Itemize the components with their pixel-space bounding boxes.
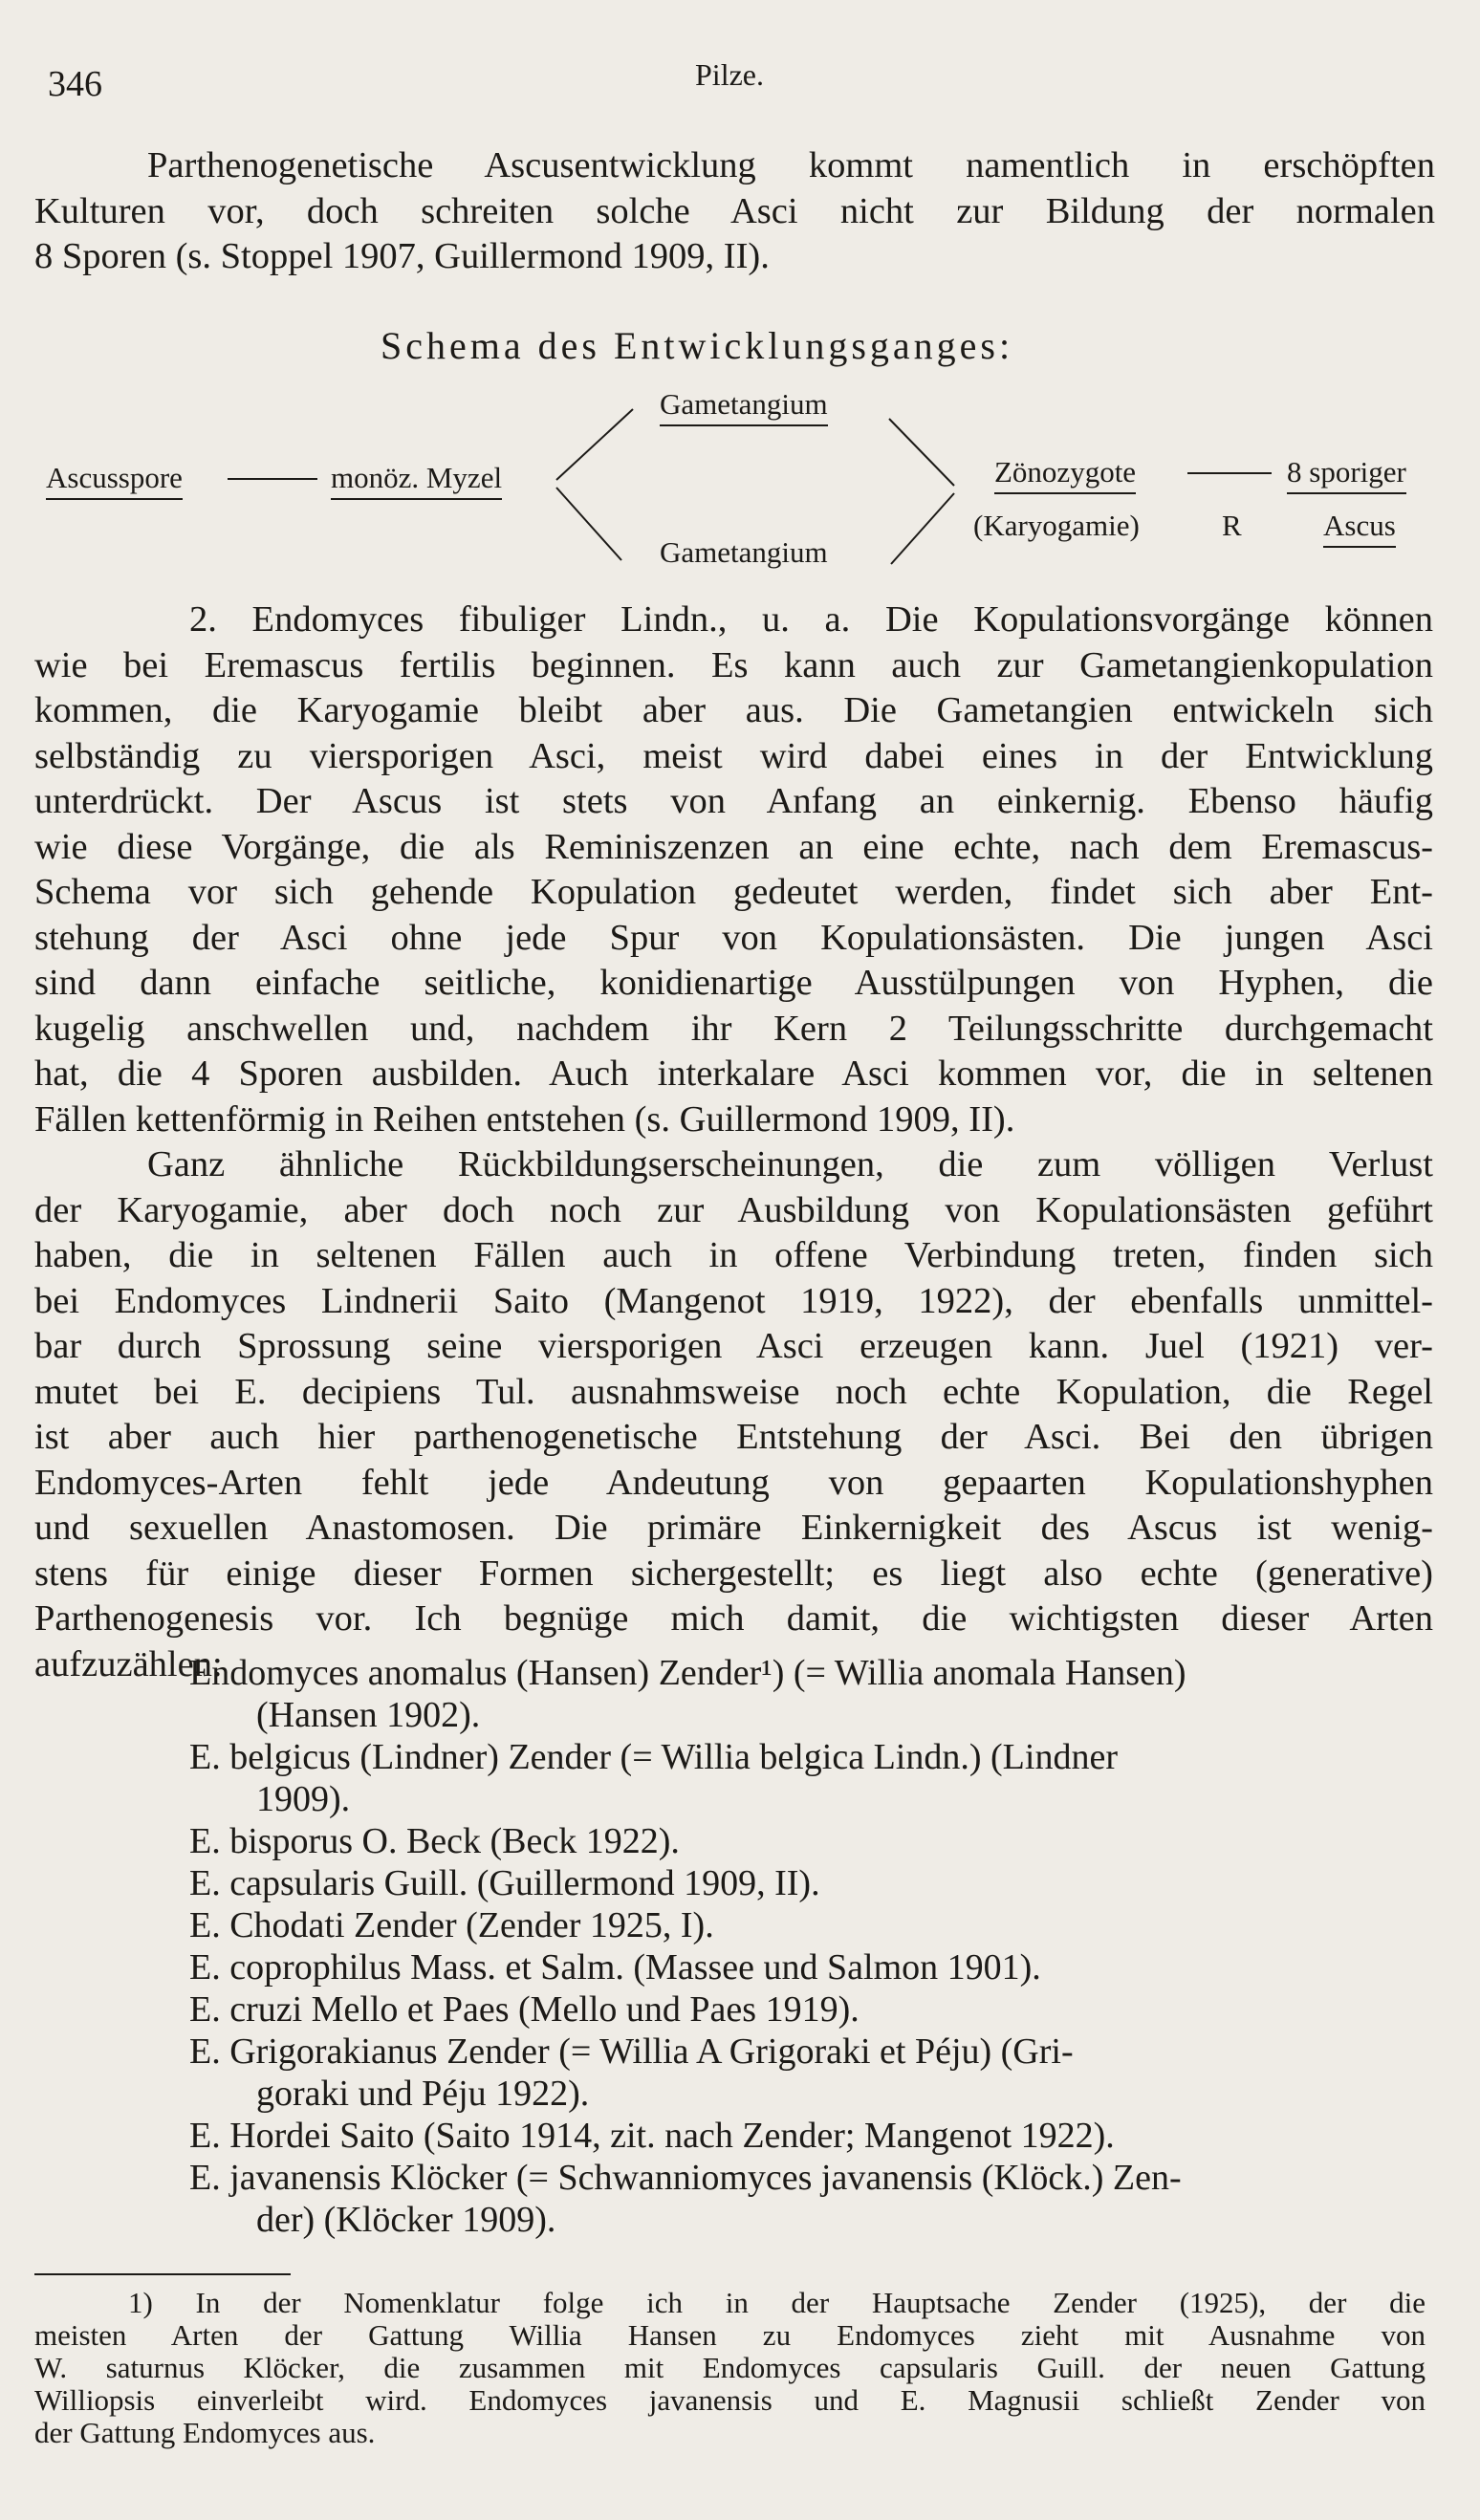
schema-myzel: monöz. Myzel xyxy=(331,461,502,500)
body-line: stens für einige dieser Formen sichergestellt; es liegt also echte (generative) xyxy=(34,1553,1433,1594)
species-entry-cont: (Hansen 1902). xyxy=(256,1695,481,1735)
schema-title: Schema des Entwicklungsganges: xyxy=(381,324,1014,367)
body-line: Endomyces-Arten fehlt jede Andeutung von gepaarten Kopulationshyphen xyxy=(34,1462,1433,1503)
body-line: und sexuellen Anastomosen. Die primäre Einkernigkeit des Ascus ist wenig- xyxy=(34,1508,1433,1548)
species-entry: E. javanensis Klöcker (= Schwanniomyces javanensis (Klöck.) Zen- xyxy=(189,2158,1182,2198)
body-line: aufzuzählen: xyxy=(34,1643,223,1684)
footnote-line: 1) In der Nomenklatur folge ich in der Hauptsache Zender (1925), der die xyxy=(128,2286,1426,2319)
species-entry: E. Grigorakianus Zender (= Willia A Grigoraki et Péju) (Gri- xyxy=(189,2031,1074,2072)
schema-gametangium-bottom: Gametangium xyxy=(660,535,828,569)
species-entry: E. Hordei Saito (Saito 1914, zit. nach Zender; Mangenot 1922). xyxy=(189,2116,1115,2156)
footnote xyxy=(34,2287,1426,2449)
schema-ascusspore: Ascusspore xyxy=(46,461,183,500)
body-line: Fällen kettenförmig in Reihen entstehen (s. Guillermond 1909, II). xyxy=(34,1098,1015,1140)
species-entry: E. cruzi Mello et Paes (Mello und Paes 1919). xyxy=(189,1989,860,2030)
body-line: Schema vor sich gehende Kopulation gedeutet werden, findet sich aber Ent- xyxy=(34,872,1433,912)
body-text xyxy=(34,597,1433,1687)
body-line: der Karyogamie, aber doch noch zur Ausbildung von Kopulationsästen geführt xyxy=(34,1189,1433,1230)
species-entry-cont: der) (Klöcker 1909). xyxy=(256,2200,556,2240)
body-line: hat, die 4 Sporen ausbilden. Auch interkalare Asci kommen vor, die in seltenen xyxy=(34,1054,1433,1094)
species-entry-cont: 1909). xyxy=(256,1779,351,1819)
species-entry: E. bisporus O. Beck (Beck 1922). xyxy=(189,1821,680,1861)
species-entry: E. Chodati Zender (Zender 1925, I). xyxy=(189,1905,714,1945)
body-line: sind dann einfache seitliche, konidienartige Ausstülpungen von Hyphen, die xyxy=(34,963,1433,1003)
species-entry: E. belgicus (Lindner) Zender (= Willia belgica Lindn.) (Lindner xyxy=(189,1737,1118,1777)
intro-line: Kulturen vor, doch schreiten solche Asci nicht zur Bildung der normalen xyxy=(34,190,1435,231)
schema-ascus: Ascus xyxy=(1323,509,1396,548)
body-line: kommen, die Karyogamie bleibt aber aus. Die Gametangien entwickeln sich xyxy=(34,690,1433,730)
body-line: bar durch Sprossung seine viersporigen Asci erzeugen kann. Juel (1921) ver- xyxy=(34,1326,1433,1366)
body-line: bei Endomyces Lindnerii Saito (Mangenot 1919, 1922), der ebenfalls unmittel- xyxy=(34,1280,1433,1321)
body-line: Ganz ähnliche Rückbildungserscheinungen, die zum völligen Verlust xyxy=(147,1144,1433,1184)
intro-line: 8 Sporen (s. Stoppel 1907, Guillermond 1909, II). xyxy=(34,236,770,276)
body-line: haben, die in seltenen Fällen auch in offene Verbindung treten, finden sich xyxy=(34,1235,1433,1275)
running-title: Pilze. xyxy=(695,57,764,92)
body-line: mutet bei E. decipiens Tul. ausnahmsweise noch echte Kopulation, die Regel xyxy=(34,1371,1433,1412)
footnote-rule xyxy=(34,2273,291,2275)
body-line: stehung der Asci ohne jede Spur von Kopulationsästen. Die jungen Asci xyxy=(34,917,1433,958)
schema-dash xyxy=(1187,472,1272,474)
species-entry-cont: goraki und Péju 1922). xyxy=(256,2074,590,2114)
species-list xyxy=(189,1652,1432,2241)
footnote-line: Williopsis einverleibt wird. Endomyces javanensis und E. Magnusii schließt Zender von xyxy=(34,2383,1426,2417)
schema-gametangium-top: Gametangium xyxy=(660,387,828,426)
schema-dash xyxy=(228,478,317,480)
body-line: wie bei Eremascus fertilis beginnen. Es kann auch zur Gametangienkopulation xyxy=(34,644,1433,685)
species-entry: E. capsularis Guill. (Guillermond 1909, II). xyxy=(189,1863,820,1903)
footnote-line: der Gattung Endomyces aus. xyxy=(34,2416,376,2449)
body-line: ist aber auch hier parthenogenetische Entstehung der Asci. Bei den übrigen xyxy=(34,1417,1433,1457)
body-line: Parthenogenesis vor. Ich begnüge mich damit, die wichtigsten dieser Arten xyxy=(34,1598,1433,1639)
footnote-line: W. saturnus Klöcker, die zusammen mit Endomyces capsularis Guill. der neuen Gattung xyxy=(34,2351,1426,2384)
body-line: wie diese Vorgänge, die als Reminiszenzen an eine echte, nach dem Eremascus- xyxy=(34,826,1433,867)
species-entry: E. coprophilus Mass. et Salm. (Massee und Salmon 1901). xyxy=(189,1947,1041,1988)
schema-sporiger: 8 sporiger xyxy=(1287,455,1406,494)
footnote-line: meisten Arten der Gattung Willia Hansen zu Endomyces zieht mit Ausnahme von xyxy=(34,2318,1426,2352)
schema-karyogamie: (Karyogamie) xyxy=(973,509,1140,542)
intro-paragraph xyxy=(34,143,1435,280)
body-line: 2. Endomyces fibuliger Lindn., u. a. Die Kopulationsvorgänge können xyxy=(189,599,1433,640)
body-line: unterdrückt. Der Ascus ist stets von Anfang an einkernig. Ebenso häufig xyxy=(34,781,1433,821)
schema-zoenozygote: Zönozygote xyxy=(994,455,1136,494)
intro-line: Parthenogenetische Ascusentwicklung kommt namentlich in erschöpften xyxy=(147,145,1435,185)
body-line: kugelig anschwellen und, nachdem ihr Kern 2 Teilungsschritte durchgemacht xyxy=(34,1008,1433,1049)
body-line: selbständig zu viersporigen Asci, meist wird dabei eines in der Entwicklung xyxy=(34,735,1433,776)
species-entry: Endomyces anomalus (Hansen) Zender¹) (= Willia anomala Hansen) xyxy=(189,1653,1186,1693)
schema-r: R xyxy=(1222,509,1242,542)
page-number: 346 xyxy=(48,64,102,104)
